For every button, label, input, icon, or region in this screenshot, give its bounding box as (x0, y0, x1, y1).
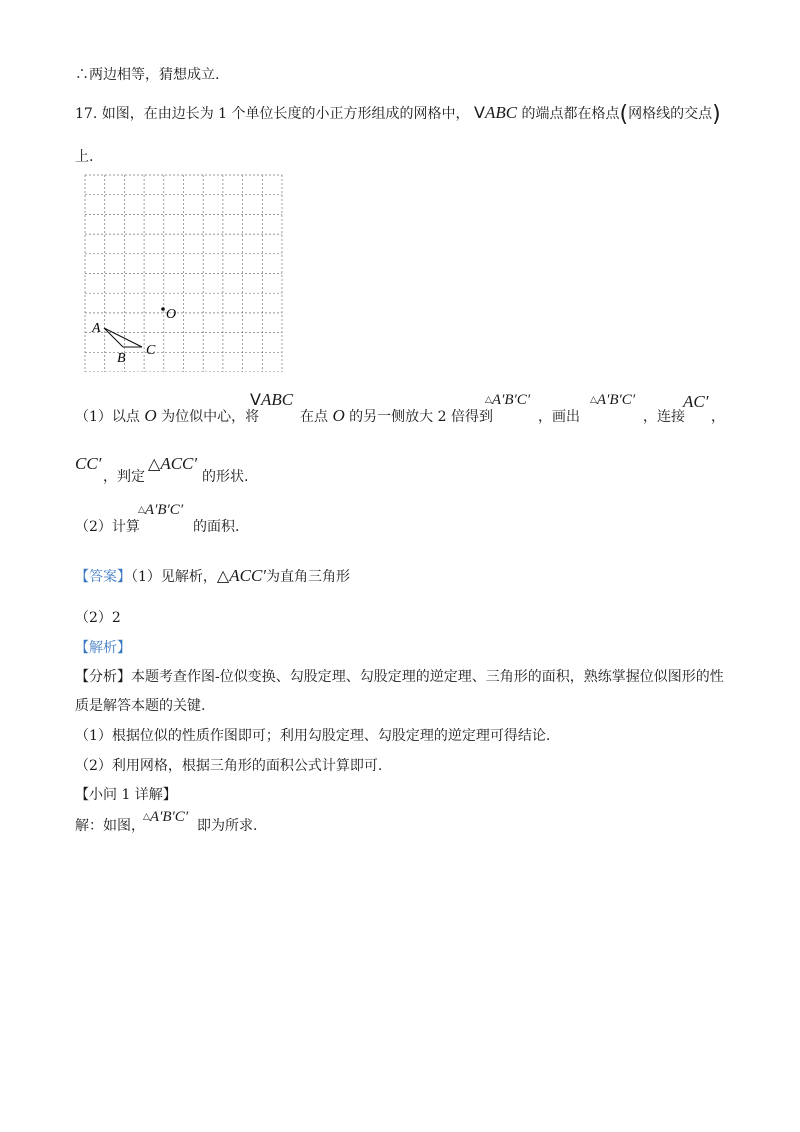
label-c: C (146, 343, 156, 358)
part2-tri: △A′B′C′ (138, 502, 184, 518)
part1-text-f: ，连接 (643, 409, 685, 425)
question-text-c: 网格线的交点 (628, 106, 713, 122)
grid-lines (85, 175, 282, 372)
answer-tri: △ (216, 566, 230, 585)
segment-ab (104, 328, 123, 347)
part1-acp: AC′ (683, 392, 709, 411)
part1-text-c: 在点 O 的另一侧放大 2 倍得到 (300, 406, 493, 425)
part1-text-i: 的形状. (202, 469, 249, 485)
answer-line-2: （2）2 (75, 610, 121, 626)
answer-line (75, 566, 350, 586)
label-a: A (92, 321, 101, 336)
question-17 (75, 102, 721, 127)
analysis-step-1: （1）根据位似的性质作图即可；利用勾股定理、勾股定理的逆定理可得结论. (75, 728, 551, 744)
question-text-d: 上. (75, 149, 94, 165)
analysis-step-2: （2）利用网格，根据三角形的面积公式计算即可. (75, 758, 383, 774)
answer-tag: 【答案】 (75, 569, 131, 585)
question-number: 17. (75, 106, 98, 122)
part1-ccp: CC′ (75, 454, 102, 473)
solution-text-b: 即为所求. (197, 818, 258, 834)
point-o (161, 307, 165, 311)
segment-ac (104, 328, 142, 347)
analysis-tag: 【解析】 (75, 640, 131, 656)
math-abc: ABC (484, 103, 518, 122)
label-b: B (117, 351, 126, 366)
triangle-symbol: V (473, 103, 485, 122)
part1-line1 (75, 390, 735, 430)
question-text-b: 的端点都在格点 (521, 106, 620, 122)
paren-close: ) (712, 102, 721, 127)
part2-text-a: （2）计算 (75, 519, 140, 535)
text-line-conclusion: ∴两边相等，猜想成立. (75, 67, 220, 83)
part1-vabc: VABC (250, 390, 294, 409)
part1-text-h: ，判定 (103, 469, 145, 485)
part1-text-e: ，画出 (538, 409, 580, 425)
answer-text-b: 为直角三角形 (266, 569, 351, 585)
analysis-fenxi-2: 质是解答本题的关键. (75, 698, 206, 714)
part1-tri2: △A′B′C′ (590, 392, 636, 408)
part1-text-g: ， (711, 409, 725, 425)
detail-tag: 【小问 1 详解】 (75, 787, 177, 803)
grid-figure (80, 170, 292, 372)
label-o: O (166, 307, 177, 322)
question-text-a: 如图，在由边长为 1 个单位长度的小正方形组成的网格中， (101, 106, 470, 122)
analysis-fenxi: 【分析】本题考查作图-位似变换、勾股定理、勾股定理的逆定理、三角形的面积，熟练掌握位似图形的性 (75, 669, 724, 685)
solution-text-a: 解：如图， (75, 818, 145, 834)
solution-line (75, 811, 375, 837)
answer-text-a: （1）见解析， (131, 569, 217, 585)
answer-acc: ACC′ (229, 566, 267, 585)
paren-open: ( (619, 102, 629, 127)
part2-line (75, 504, 375, 536)
part1-tri1: △A′B′C′ (485, 392, 531, 408)
part1-text-a: （1）以点 O 为位似中心，将 (75, 406, 260, 425)
part1-line2 (75, 454, 475, 484)
part2-text-b: 的面积. (193, 519, 240, 535)
part1-acc: △ACC′ (148, 454, 198, 473)
solution-tri: △A′B′C′ (143, 809, 189, 825)
